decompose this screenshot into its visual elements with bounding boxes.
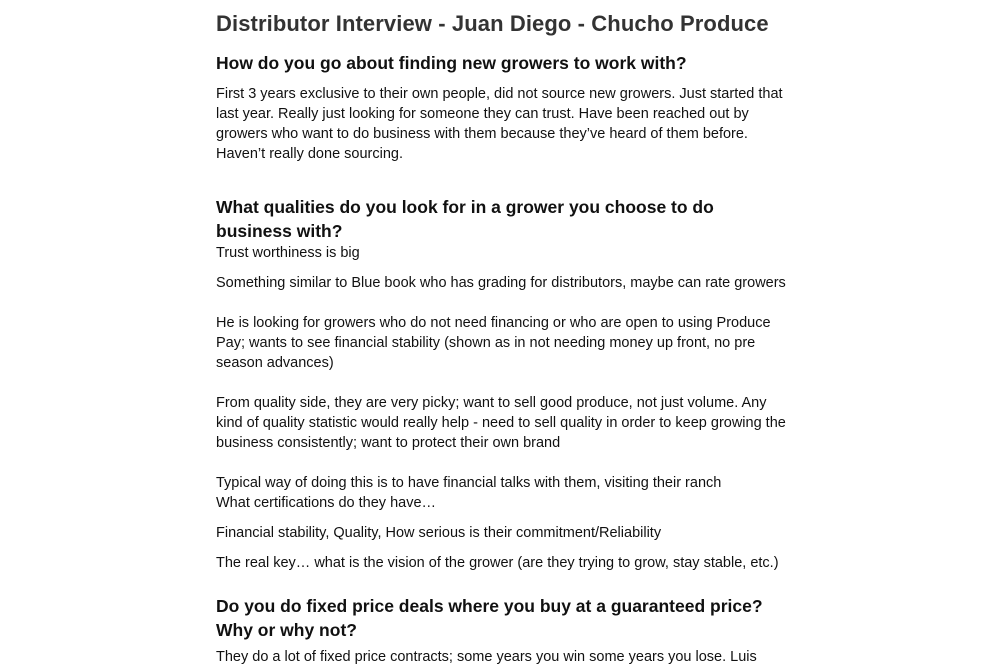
section-finding-growers [216, 51, 786, 164]
answer-paragraph: From quality side, they are very picky; want to sell good produce, not just volume. Any kind of quality statistic would really help - need to sell quality in order to keep growing the business consistently; want to protect their own brand [216, 395, 786, 451]
section-grower-qualities [216, 195, 786, 573]
answer-paragraph: Typical way of doing this is to have financial talks with them, visiting their ranch [216, 475, 722, 491]
answer-paragraph: What certifications do they have… [216, 495, 437, 511]
answer-paragraph: Trust worthiness is big [216, 245, 360, 261]
answer-paragraph: They do a lot of fixed price contracts; some years you win some years you lose. Luis [216, 649, 757, 665]
question-heading: Do you do fixed price deals where you buy at a guaranteed price? Why or why not? [216, 596, 763, 640]
document [216, 0, 786, 667]
document-title: Distributor Interview - Juan Diego - Chucho Produce [216, 11, 769, 36]
answer-paragraph: First 3 years exclusive to their own people, did not source new growers. Just started that last year. Really just looking for someone they can trust. Have been reached out by growers who want to do business with them because they’ve heard of them before. Haven’t really done sourcing. [216, 86, 783, 162]
answer-paragraph: Something similar to Blue book who has grading for distributors, maybe can rate growers [216, 275, 786, 291]
question-heading: What qualities do you look for in a grower you choose to do business with? [216, 197, 714, 241]
answer-paragraph: Financial stability, Quality, How serious is their commitment/Reliability [216, 525, 662, 541]
answer-paragraph: He is looking for growers who do not need financing or who are open to using Produce Pay; wants to see financial stability (shown as in not needing money up front, no pre season advances) [216, 315, 771, 371]
answer-paragraph: The real key… what is the vision of the grower (are they trying to grow, stay stable, etc.) [216, 555, 779, 571]
question-heading: How do you go about finding new growers to work with? [216, 53, 687, 73]
section-fixed-price-deals [216, 594, 786, 667]
